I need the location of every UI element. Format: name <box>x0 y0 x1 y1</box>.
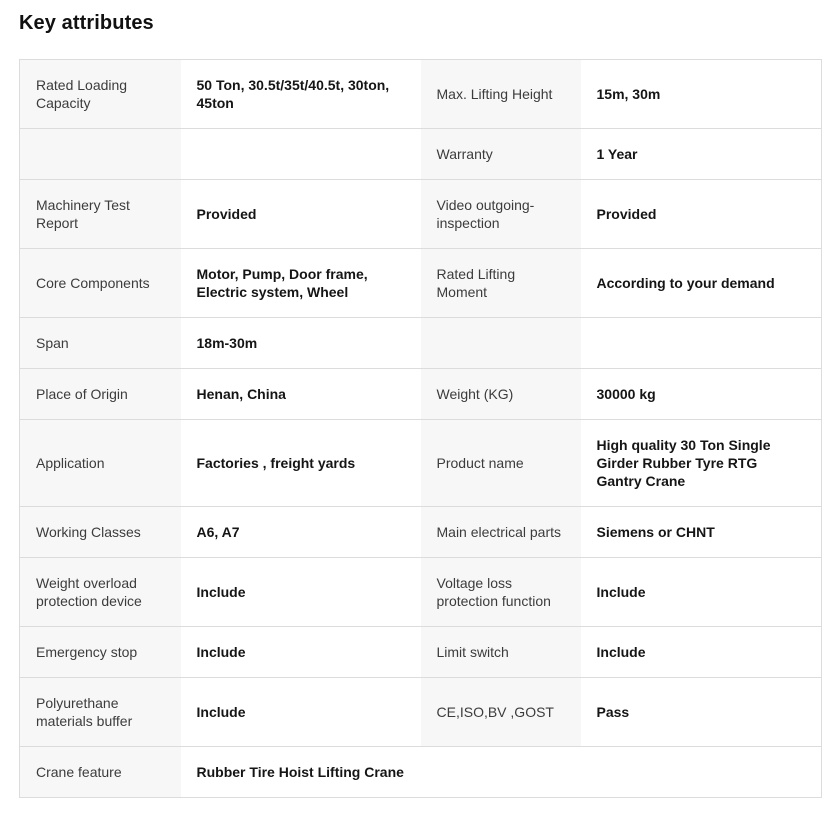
attribute-label: Emergency stop <box>20 627 181 678</box>
attribute-value <box>181 129 421 180</box>
table-row <box>20 420 822 507</box>
key-attributes-table <box>19 59 822 798</box>
attribute-label <box>20 129 181 180</box>
attribute-label: Weight overload protection device <box>20 558 181 627</box>
attribute-label: Limit switch <box>421 627 581 678</box>
attribute-value: 15m, 30m <box>581 60 822 129</box>
attribute-value: High quality 30 Ton Single Girder Rubber Tyre RTG Gantry Crane <box>581 420 822 507</box>
attribute-label: Crane feature <box>20 747 181 798</box>
attribute-value: Factories , freight yards <box>181 420 421 507</box>
table-row <box>20 249 822 318</box>
attribute-value: 30000 kg <box>581 369 822 420</box>
attribute-label: Main electrical parts <box>421 507 581 558</box>
table-row <box>20 369 822 420</box>
attribute-value: 1 Year <box>581 129 822 180</box>
attribute-label: Rated Loading Capacity <box>20 60 181 129</box>
table-row <box>20 180 822 249</box>
attribute-value <box>581 747 822 798</box>
attribute-value: Henan, China <box>181 369 421 420</box>
page-title: Key attributes <box>19 12 154 34</box>
attribute-label: CE,ISO,BV ,GOST <box>421 678 581 747</box>
attribute-value: Pass <box>581 678 822 747</box>
attribute-value: Include <box>581 558 822 627</box>
attribute-label: Warranty <box>421 129 581 180</box>
table-row <box>20 318 822 369</box>
attribute-value: Include <box>181 678 421 747</box>
table-row <box>20 60 822 129</box>
attribute-value: Include <box>581 627 822 678</box>
attribute-value: Siemens or CHNT <box>581 507 822 558</box>
attribute-label: Voltage loss protection function <box>421 558 581 627</box>
table-row <box>20 678 822 747</box>
table-row <box>20 558 822 627</box>
attribute-label: Span <box>20 318 181 369</box>
attribute-value: 18m-30m <box>181 318 421 369</box>
attribute-label: Machinery Test Report <box>20 180 181 249</box>
attribute-label: Max. Lifting Height <box>421 60 581 129</box>
attribute-label: Place of Origin <box>20 369 181 420</box>
attribute-value: Include <box>181 558 421 627</box>
table-row <box>20 507 822 558</box>
attribute-label: Product name <box>421 420 581 507</box>
attribute-value: Rubber Tire Hoist Lifting Crane <box>181 747 421 798</box>
table-row <box>20 627 822 678</box>
attribute-value: Provided <box>181 180 421 249</box>
attribute-label <box>421 318 581 369</box>
attribute-label: Working Classes <box>20 507 181 558</box>
attribute-value: Include <box>181 627 421 678</box>
attribute-value: 50 Ton, 30.5t/35t/40.5t, 30ton, 45ton <box>181 60 421 129</box>
table-row <box>20 129 822 180</box>
attribute-label: Polyurethane materials buffer <box>20 678 181 747</box>
attribute-label: Video outgoing-inspection <box>421 180 581 249</box>
attribute-value: Provided <box>581 180 822 249</box>
attribute-value: Motor, Pump, Door frame, Electric system, Wheel <box>181 249 421 318</box>
attribute-value: A6, A7 <box>181 507 421 558</box>
attribute-label: Application <box>20 420 181 507</box>
table-row <box>20 747 822 798</box>
attribute-label <box>421 747 581 798</box>
attribute-value: According to your demand <box>581 249 822 318</box>
attribute-label: Weight (KG) <box>421 369 581 420</box>
attribute-label: Rated Lifting Moment <box>421 249 581 318</box>
attribute-label: Core Components <box>20 249 181 318</box>
attribute-value <box>581 318 822 369</box>
